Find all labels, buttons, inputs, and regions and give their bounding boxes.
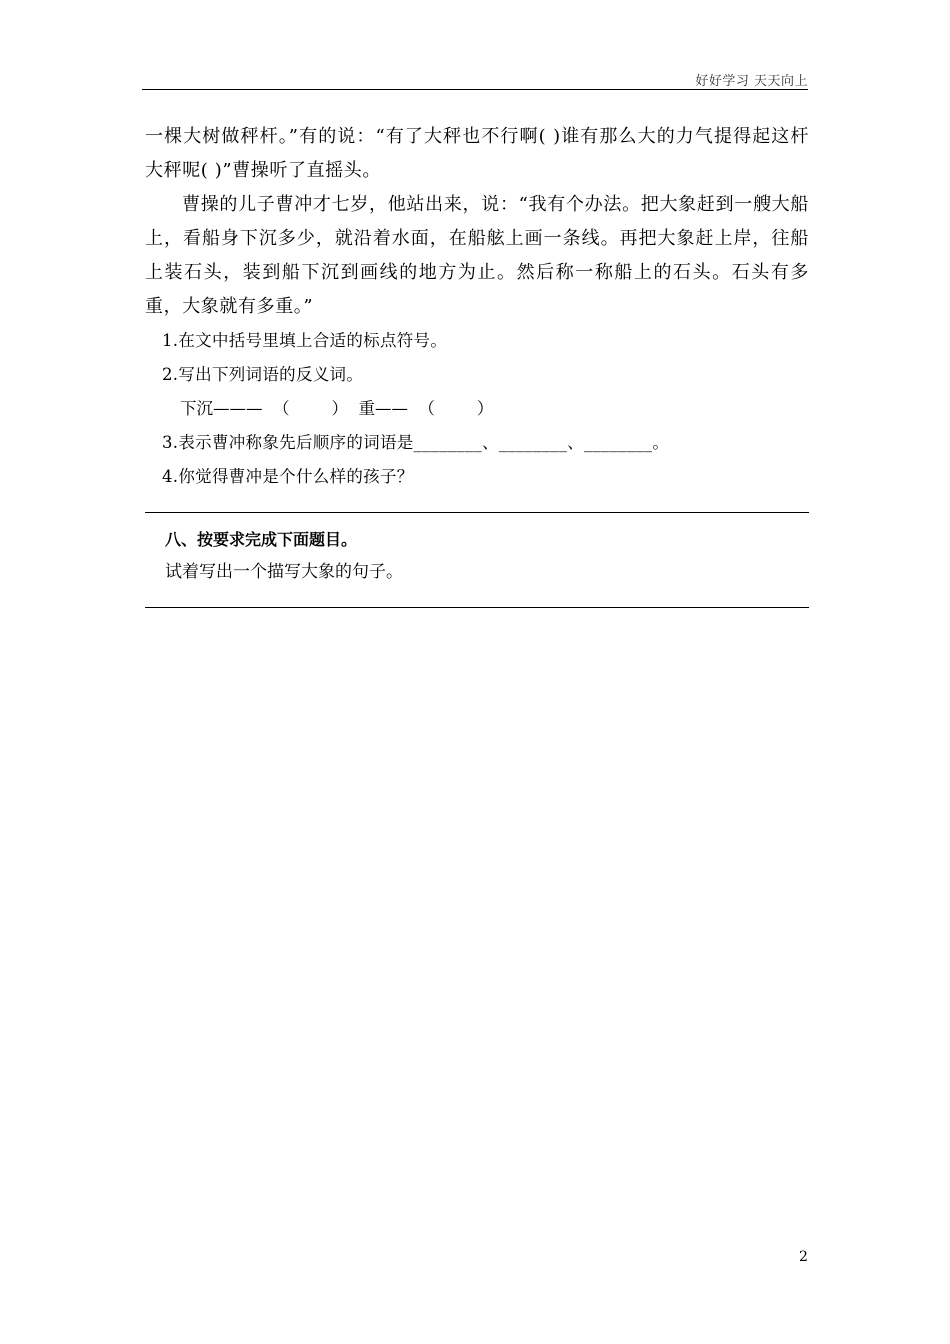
question-2-antonym-items: 下沉——— （ ） 重—— （ ）	[180, 399, 494, 418]
header-divider	[142, 89, 808, 90]
page-number: 2	[799, 1249, 808, 1265]
passage-paragraph-1: 一棵大树做秤杆。”有的说：“有了大秤也不行啊( )谁有那么大的力气提得起这杆大秤呢( )”曹操听了直摇头。	[145, 126, 809, 181]
question-3: 3.表示曹冲称象先后顺序的词语是________、________、________。	[162, 433, 670, 452]
answer-line-question-4	[145, 512, 809, 513]
question-1: 1.在文中括号里填上合适的标点符号。	[162, 331, 448, 350]
worksheet-content	[145, 120, 809, 608]
answer-line-section-8	[145, 607, 809, 608]
section-8-title: 八、按要求完成下面题目。	[165, 530, 358, 549]
question-2: 2.写出下列词语的反义词。	[162, 365, 364, 384]
question-4: 4.你觉得曹冲是个什么样的孩子？	[162, 467, 414, 486]
section-8-task: 试着写出一个描写大象的句子。	[165, 562, 403, 582]
passage-paragraph-2: 曹操的儿子曹冲才七岁，他站出来，说：“我有个办法。把大象赶到一艘大船上，看船身下沉多少，就沿着水面，在船舷上画一条线。再把大象赶上岸，往船上装石头，装到船下沉到画线的地方为止。然后称一称船上的石头。石头有多重，大象就有多重。”	[145, 194, 809, 317]
page-header-text: 好好学习 天天向上	[695, 74, 808, 89]
